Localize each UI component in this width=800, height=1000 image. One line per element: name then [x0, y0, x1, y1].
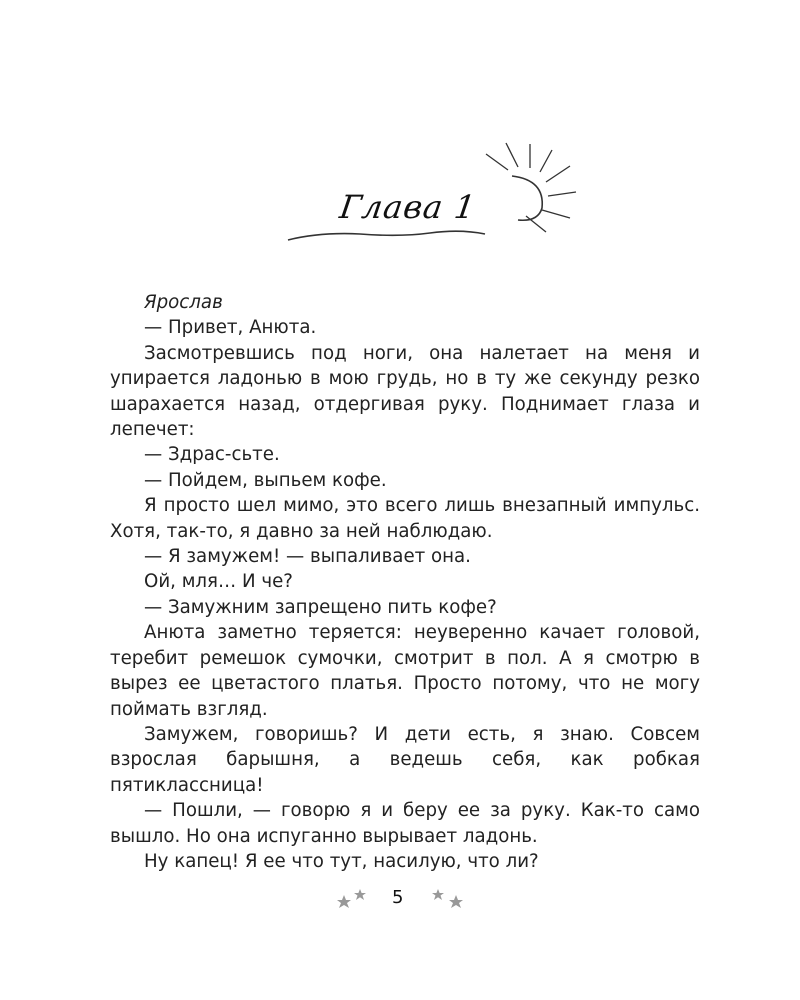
paragraph: Ну капец! Я ее что тут, насилую, что ли? [144, 850, 539, 872]
page-footer [330, 885, 470, 915]
paragraph: Замужем, говоришь? И дети есть, я знаю. Совсем взрослая барышня, а ведешь себя, как робкая пятиклассница! [110, 723, 700, 796]
paragraph: — Пошли, — говорю я и беру ее за руку. Как-то само вышло. Но она испуганно вырывает ладонь. [110, 800, 700, 847]
paragraph: Засмотревшись под ноги, она налетает на меня и упирается ладонью в мою грудь, но в ту же секунду резко шарахается назад, отдергивая руку. Поднимает глаза и лепечет: [110, 342, 700, 441]
chapter-text [110, 290, 700, 874]
paragraph: — Здрас-сьте. [144, 444, 280, 466]
paragraph: Я просто шел мимо, это всего лишь внезапный импульс. Хотя, так-то, я давно за ней наблюдаю. [110, 495, 700, 542]
page-number: 5 [392, 887, 404, 908]
chapter-title: Глава 1 [337, 188, 479, 226]
chapter-heading [280, 140, 580, 250]
paragraph: — Привет, Анюта. [144, 317, 317, 339]
narrator-name: Ярослав [144, 292, 223, 313]
paragraph: — Я замужем! — выпаливает она. [144, 546, 471, 568]
paragraph: — Пойдем, выпьем кофе. [144, 469, 387, 491]
paragraph: Ой, мля… И че? [144, 571, 293, 593]
paragraph: Анюта заметно теряется: неуверенно качает головой, теребит ремешок сумочки, смотрит в пол. А я смотрю в вырез ее цветастого платья. Просто потому, что не могу поймать взгляд. [110, 622, 700, 720]
paragraph: — Замужним запрещено пить кофе? [144, 596, 497, 618]
